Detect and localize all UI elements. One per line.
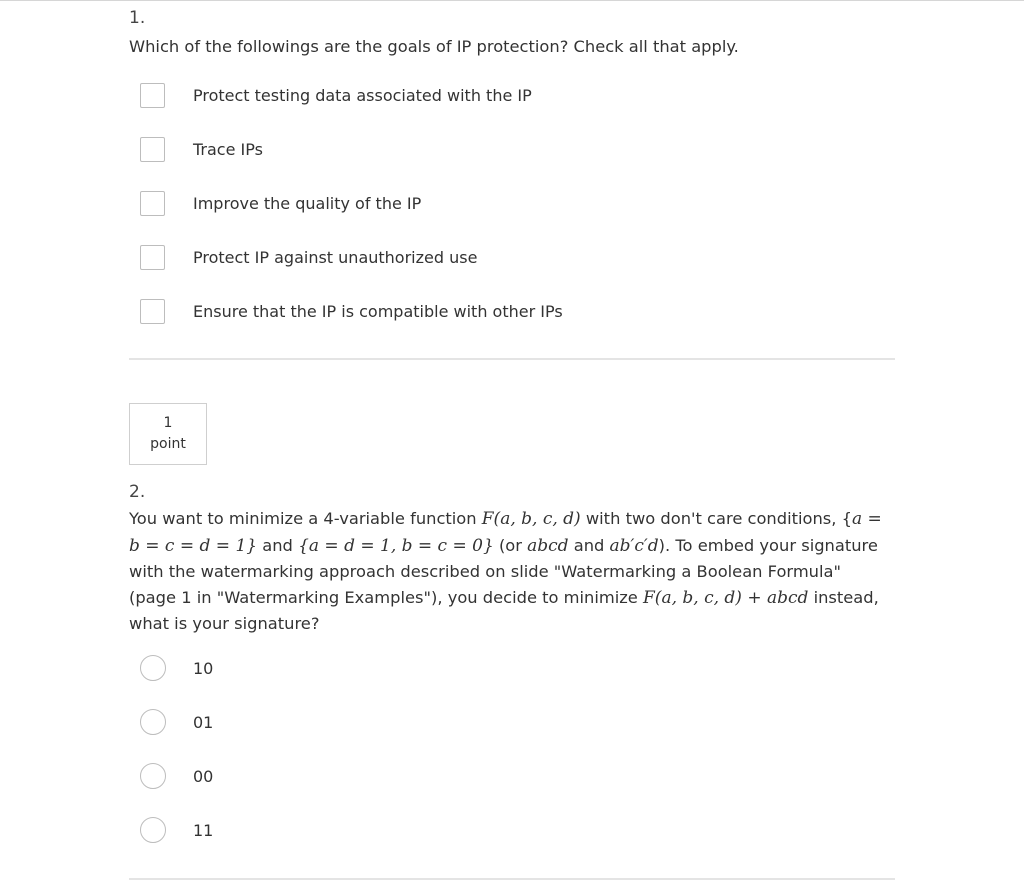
- q1-option-2[interactable]: [140, 134, 263, 164]
- prompt-text: with two don't care conditions, {: [580, 509, 852, 528]
- q1-option-3[interactable]: [140, 188, 422, 218]
- question-2-number: 2.: [129, 482, 146, 502]
- math-function-sum: F(a, b, c, d) + abcd: [643, 587, 809, 608]
- option-label: Improve the quality of the IP: [193, 193, 422, 213]
- q2-option-4[interactable]: [140, 815, 214, 845]
- prompt-text: instead, what is your signature?: [129, 587, 879, 633]
- prompt-text: ). To embed your signature with the watermarking approach described on slide "Watermarking a Boolean Formula" (page 1 in "Watermarking Examples"), you decide to minimize: [129, 535, 878, 607]
- q2-option-1[interactable]: [140, 653, 214, 683]
- prompt-text: (or: [493, 535, 528, 555]
- checkbox[interactable]: [140, 245, 165, 270]
- checkbox[interactable]: [140, 299, 165, 324]
- option-label: Protect testing data associated with the IP: [193, 85, 532, 105]
- option-label: Trace IPs: [193, 139, 263, 159]
- math-condition-2: {a = d = 1, b = c = 0}: [298, 535, 494, 556]
- radio-button[interactable]: [140, 709, 166, 735]
- q1-option-1[interactable]: [140, 80, 532, 110]
- points-value: 1: [163, 415, 173, 431]
- q1-option-4[interactable]: [140, 242, 478, 272]
- q2-option-2[interactable]: [140, 707, 214, 737]
- question-2-prompt: [129, 506, 889, 637]
- prompt-text: You want to minimize a 4-variable function: [129, 509, 482, 528]
- question-1-number: 1.: [129, 8, 146, 28]
- checkbox[interactable]: [140, 191, 165, 216]
- math-function: F(a, b, c, d): [481, 509, 581, 529]
- option-label: 10: [193, 658, 214, 678]
- radio-button[interactable]: [140, 763, 166, 789]
- option-label: 00: [193, 766, 214, 786]
- section-divider: [129, 878, 895, 880]
- option-label: Protect IP against unauthorized use: [193, 247, 478, 267]
- points-unit: point: [150, 436, 186, 452]
- question-1-prompt: Which of the followings are the goals of IP protection? Check all that apply.: [129, 37, 739, 56]
- radio-button[interactable]: [140, 655, 166, 681]
- checkbox[interactable]: [140, 137, 165, 162]
- q1-option-5[interactable]: [140, 296, 563, 326]
- option-label: 01: [193, 712, 214, 732]
- checkbox[interactable]: [140, 83, 165, 108]
- q2-option-3[interactable]: [140, 761, 214, 791]
- option-label: 11: [193, 820, 214, 840]
- math-term-2: ab′c′d: [609, 535, 659, 556]
- section-divider: [129, 358, 895, 360]
- prompt-text: and: [568, 535, 610, 555]
- points-badge: [129, 403, 207, 465]
- math-term-1: abcd: [527, 535, 569, 556]
- radio-button[interactable]: [140, 817, 166, 843]
- option-label: Ensure that the IP is compatible with other IPs: [193, 301, 563, 321]
- math-condition-1: a = b = c = d = 1}: [129, 509, 882, 556]
- prompt-text: and: [257, 535, 299, 555]
- top-divider: [0, 0, 1024, 1]
